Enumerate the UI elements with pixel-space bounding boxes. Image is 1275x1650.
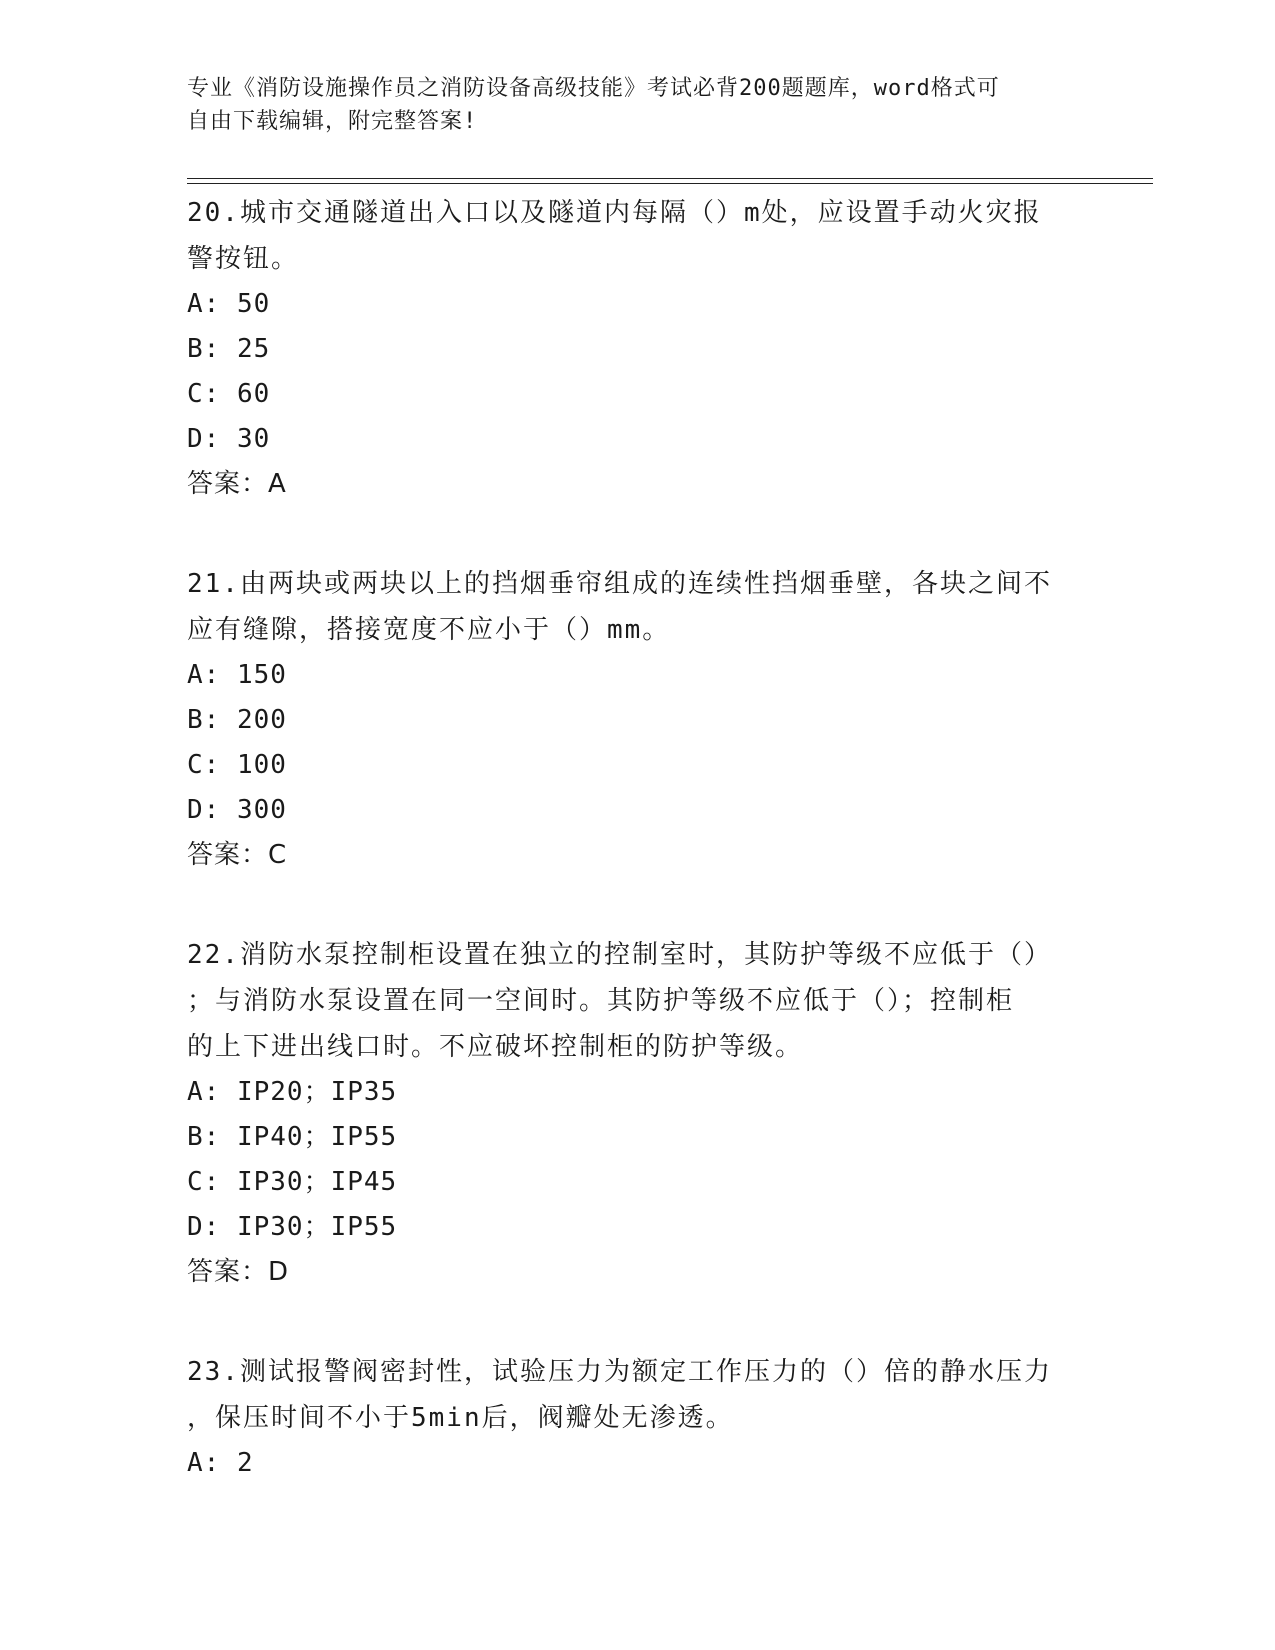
header-divider-top (187, 178, 1153, 179)
option-b: B: IP40；IP55 (187, 1122, 398, 1152)
question-text-line: 23.测试报警阀密封性，试验压力为额定工作压力的（）倍的静水压力 (187, 1357, 1052, 1387)
question-text (187, 190, 1087, 282)
question-text-line: 22.消防水泵控制柜设置在独立的控制室时，其防护等级不应低于（） (187, 940, 1052, 970)
question-21 (187, 561, 1087, 878)
question-text-line: 21.由两块或两块以上的挡烟垂帘组成的连续性挡烟垂壁，各块之间不 (187, 569, 1052, 599)
answer: 答案：D (187, 1257, 290, 1287)
question-text (187, 561, 1087, 653)
option-a: A: 50 (187, 289, 271, 319)
option-c: C: IP30；IP45 (187, 1167, 398, 1197)
question-text-line: ，保压时间不小于5min后，阀瓣处无渗透。 (187, 1403, 734, 1433)
option-c: C: 100 (187, 750, 287, 780)
question-list (187, 190, 1087, 1540)
option-a: A: 150 (187, 660, 287, 690)
option-a: A: IP20；IP35 (187, 1077, 398, 1107)
answer: 答案：A (187, 469, 287, 499)
option-d: D: 300 (187, 795, 287, 825)
document-header (187, 72, 1067, 138)
option-b: B: 25 (187, 334, 271, 364)
option-a: A: 2 (187, 1448, 254, 1478)
question-text-line: 应有缝隙，搭接宽度不应小于（）mm。 (187, 615, 671, 645)
question-text (187, 932, 1087, 1070)
question-22 (187, 932, 1087, 1295)
option-c: C: 60 (187, 379, 271, 409)
question-text (187, 1349, 1087, 1441)
question-text-line: ；与消防水泵设置在同一空间时。其防护等级不应低于（）；控制柜 (187, 986, 1015, 1016)
question-text-line: 20.城市交通隧道出入口以及隧道内每隔（）m处，应设置手动火灾报 (187, 198, 1042, 228)
header-divider-bottom (187, 183, 1153, 184)
question-20 (187, 190, 1087, 507)
header-line-1: 专业《消防设施操作员之消防设备高级技能》考试必背200题题库，word格式可 (187, 76, 1000, 101)
question-text-line: 的上下进出线口时。不应破坏控制柜的防护等级。 (187, 1032, 804, 1062)
question-23 (187, 1349, 1087, 1486)
header-line-2: 自由下载编辑，附完整答案! (187, 109, 478, 134)
option-b: B: 200 (187, 705, 287, 735)
question-text-line: 警按钮。 (187, 244, 300, 274)
option-d: D: 30 (187, 424, 271, 454)
answer: 答案：C (187, 840, 288, 870)
option-d: D: IP30；IP55 (187, 1212, 398, 1242)
